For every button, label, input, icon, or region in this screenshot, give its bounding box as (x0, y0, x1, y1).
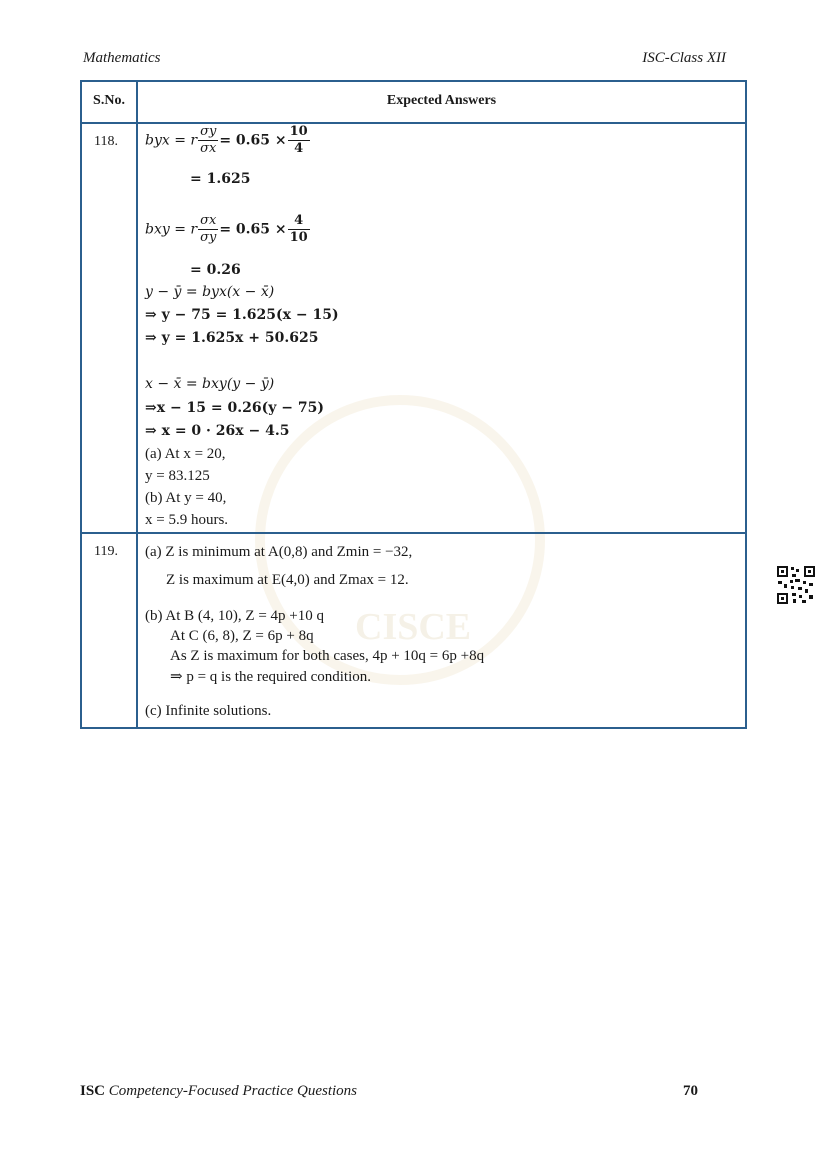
column-header-sno: S.No. (93, 93, 125, 108)
footer-title: ISC Competency-Focused Practice Questions (80, 1083, 358, 1099)
regression-x-final: ⇒ x = 0 · 26x − 4.5 (145, 423, 290, 439)
header-class: ISC-Class XII (642, 50, 726, 66)
qr-code (776, 565, 816, 605)
part-a-condition: (a) At x = 20, (145, 446, 226, 462)
part-a-maximum: Z is maximum at E(4,0) and Zmax = 12. (166, 572, 409, 588)
byx-result: = 1.625 (190, 171, 251, 187)
part-c-answer: (c) Infinite solutions. (145, 703, 272, 719)
bxy-formula: bxy = r $\frac{\sigma x}{\sigma y}$ = 0.65 × $\frac{4}{10}$ (145, 213, 308, 245)
part-b-point-b: (b) At B (4, 10), Z = 4p +10 q (145, 608, 324, 624)
part-b-answer: x = 5.9 hours. (145, 512, 229, 528)
question-number-119: 119. (94, 544, 118, 559)
regression-y-step: ⇒ y − 75 = 1.625(x − 15) (145, 307, 339, 323)
part-a-minimum: (a) Z is minimum at A(0,8) and Zmin = −32, (145, 544, 413, 560)
regression-x-on-y: x − x̄ = bxy(y − ȳ) (145, 376, 275, 392)
page-number: 70 (683, 1083, 698, 1099)
part-b-condition: (b) At y = 40, (145, 490, 227, 506)
part-a-answer: y = 83.125 (145, 468, 210, 484)
header-subject: Mathematics (83, 50, 161, 66)
byx-formula: byx = r $\frac{\sigma y}{\sigma x}$ = 0.65 × $\frac{10}{4}$ (145, 124, 308, 156)
regression-y-final: ⇒ y = 1.625x + 50.625 (145, 330, 319, 346)
answers-table (80, 80, 747, 729)
regression-y-on-x: y − ȳ = byx(x − x̄) (145, 284, 275, 300)
part-b-point-c: At C (6, 8), Z = 6p + 8q (170, 628, 314, 644)
cisce-watermark-text: CISCE (355, 606, 472, 648)
bxy-result: = 0.26 (190, 262, 241, 278)
column-header-answers: Expected Answers (386, 93, 497, 108)
regression-x-step: ⇒x − 15 = 0.26(y − 75) (145, 400, 324, 416)
question-number-118: 118. (94, 134, 118, 149)
part-b-condition: ⇒ p = q is the required condition. (170, 669, 371, 685)
part-b-equation: As Z is maximum for both cases, 4p + 10q = 6p +8q (170, 648, 485, 664)
